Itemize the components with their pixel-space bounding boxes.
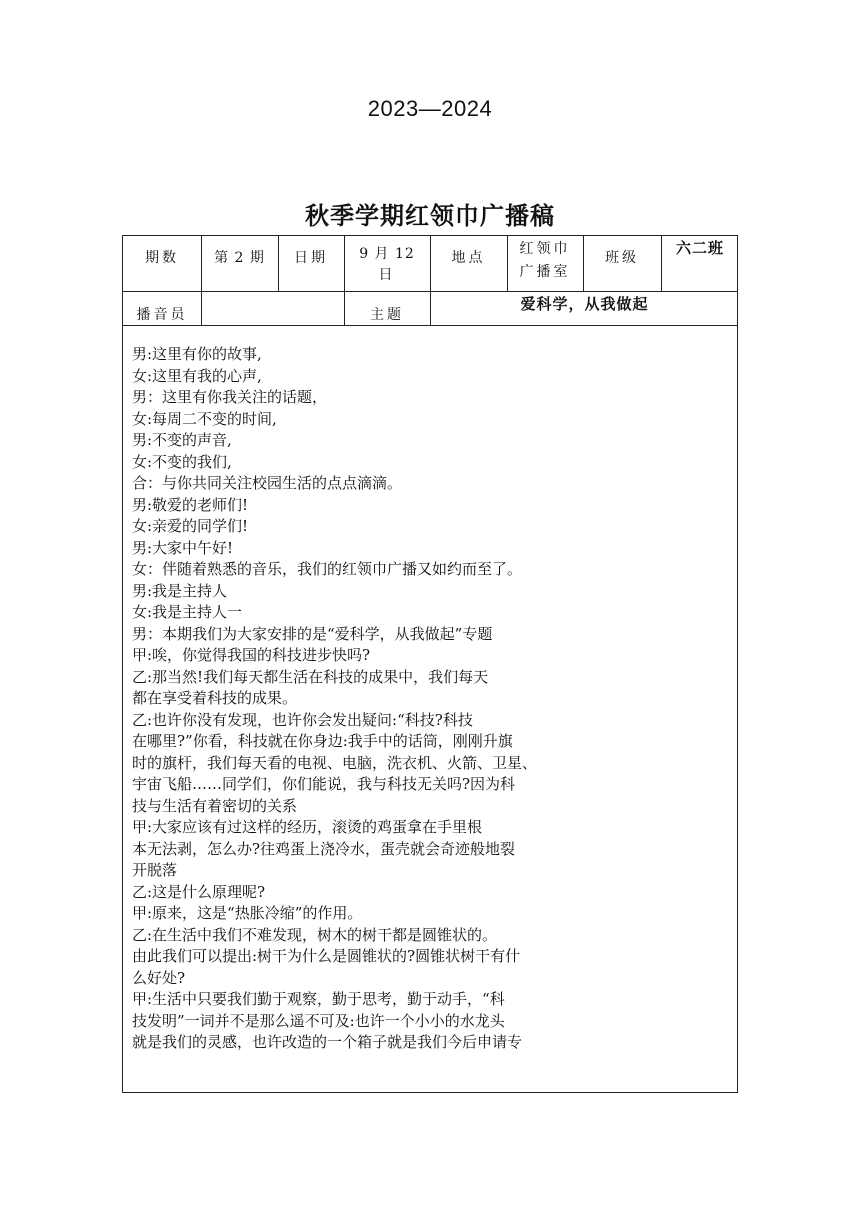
date-value-line1: 9 月 12 (359, 246, 415, 262)
script-line: 在哪里?”你看，科技就在你身边:我手中的话筒，刚刚升旗 (132, 732, 513, 750)
script-line: 男:我是主持人 (132, 581, 228, 600)
script-line: 开脱落 (132, 861, 178, 879)
issue-value: 第 2 期 (214, 250, 265, 266)
topic-value: 爱科学，从我做起 (520, 295, 649, 313)
script-line: 男:敬爱的老师们! (132, 495, 249, 514)
script-line: 男:这里有你的故事, (132, 345, 262, 363)
script-line: 就是我们的灵感，也许改造的一个箱子就是我们今后申请专 (132, 1033, 523, 1051)
script-line: 男：本期我们为大家安排的是“爱科学，从我做起”专题 (132, 624, 493, 643)
document-title: 秋季学期红领巾广播稿 (305, 202, 555, 230)
date-label: 日期 (294, 250, 328, 266)
class-label: 班级 (605, 250, 639, 266)
script-line: 乙:在生活中我们不难发现，树木的树干都是圆锥状的。 (132, 925, 498, 944)
script-line: 都在享受着科技的成果。 (132, 689, 298, 707)
script-line: 甲:大家应该有过这样的经历，滚烫的鸡蛋拿在手里根 (132, 818, 483, 836)
date-value-line2: 日 (378, 267, 396, 283)
script-line: 乙:也许你没有发现，也许你会发出疑问:“科技?科技 (132, 710, 473, 729)
place-label: 地点 (451, 250, 486, 266)
script-line: 甲:唉，你觉得我国的科技进步快吗? (132, 646, 371, 664)
school-year: 2023—2024 (367, 96, 493, 121)
script-line: 男:不变的声音, (132, 431, 232, 449)
issue-label: 期数 (145, 250, 179, 266)
script-line: 女：伴随着熟悉的音乐，我们的红领巾广播又如约而至了。 (132, 560, 523, 578)
script-line: 甲:生活中只要我们勤于观察，勤于思考，勤于动手，“科 (132, 990, 505, 1008)
script-line: 时的旗杆，我们每天看的电视、电脑，洗衣机、火箭、卫星、 (132, 753, 538, 772)
broadcast-table (122, 235, 738, 1093)
place-value-line1: 红领巾 (519, 241, 571, 257)
script-line: 技与生活有着密切的关系 (132, 796, 298, 815)
script-line: 女:每周二不变的时间, (132, 409, 277, 428)
script-line: 宇宙飞船……同学们，你们能说，我与科技无关吗?因为科 (132, 775, 516, 793)
script-line: 女:亲爱的同学们! (132, 517, 249, 535)
script-line: 技发明”一词并不是那么遥不可及:也许一个小小的水龙头 (132, 1011, 505, 1030)
script-line: 女:这里有我的心声, (132, 366, 262, 385)
row-divider (123, 325, 737, 326)
place-value-line2: 广播室 (519, 264, 571, 280)
script-line: 乙:这是什么原理呢? (132, 882, 266, 901)
script-line: 由此我们可以提出:树干为什么是圆锥状的?圆锥状树干有什 (132, 947, 521, 965)
topic-label: 主题 (370, 307, 404, 323)
script-line: 男：这里有你我关注的话题， (132, 388, 328, 406)
broadcast-script (132, 344, 732, 1054)
script-line: 男:大家中午好! (132, 538, 234, 557)
script-line: 么好处? (132, 968, 186, 987)
script-line: 甲:原来，这是“热胀冷缩”的作用。 (132, 904, 363, 922)
script-line: 女:不变的我们, (132, 452, 232, 471)
class-value: 六二班 (675, 239, 724, 257)
announcer-label: 播音员 (136, 307, 188, 323)
script-line: 合：与你共同关注校园生活的点点滴滴。 (132, 474, 403, 492)
script-line: 乙:那当然!我们每天都生活在科技的成果中，我们每天 (132, 667, 489, 686)
script-line: 本无法剥，怎么办?往鸡蛋上浇冷水，蛋壳就会奇迹般地裂 (132, 839, 516, 858)
script-line: 女:我是主持人一 (132, 603, 243, 621)
